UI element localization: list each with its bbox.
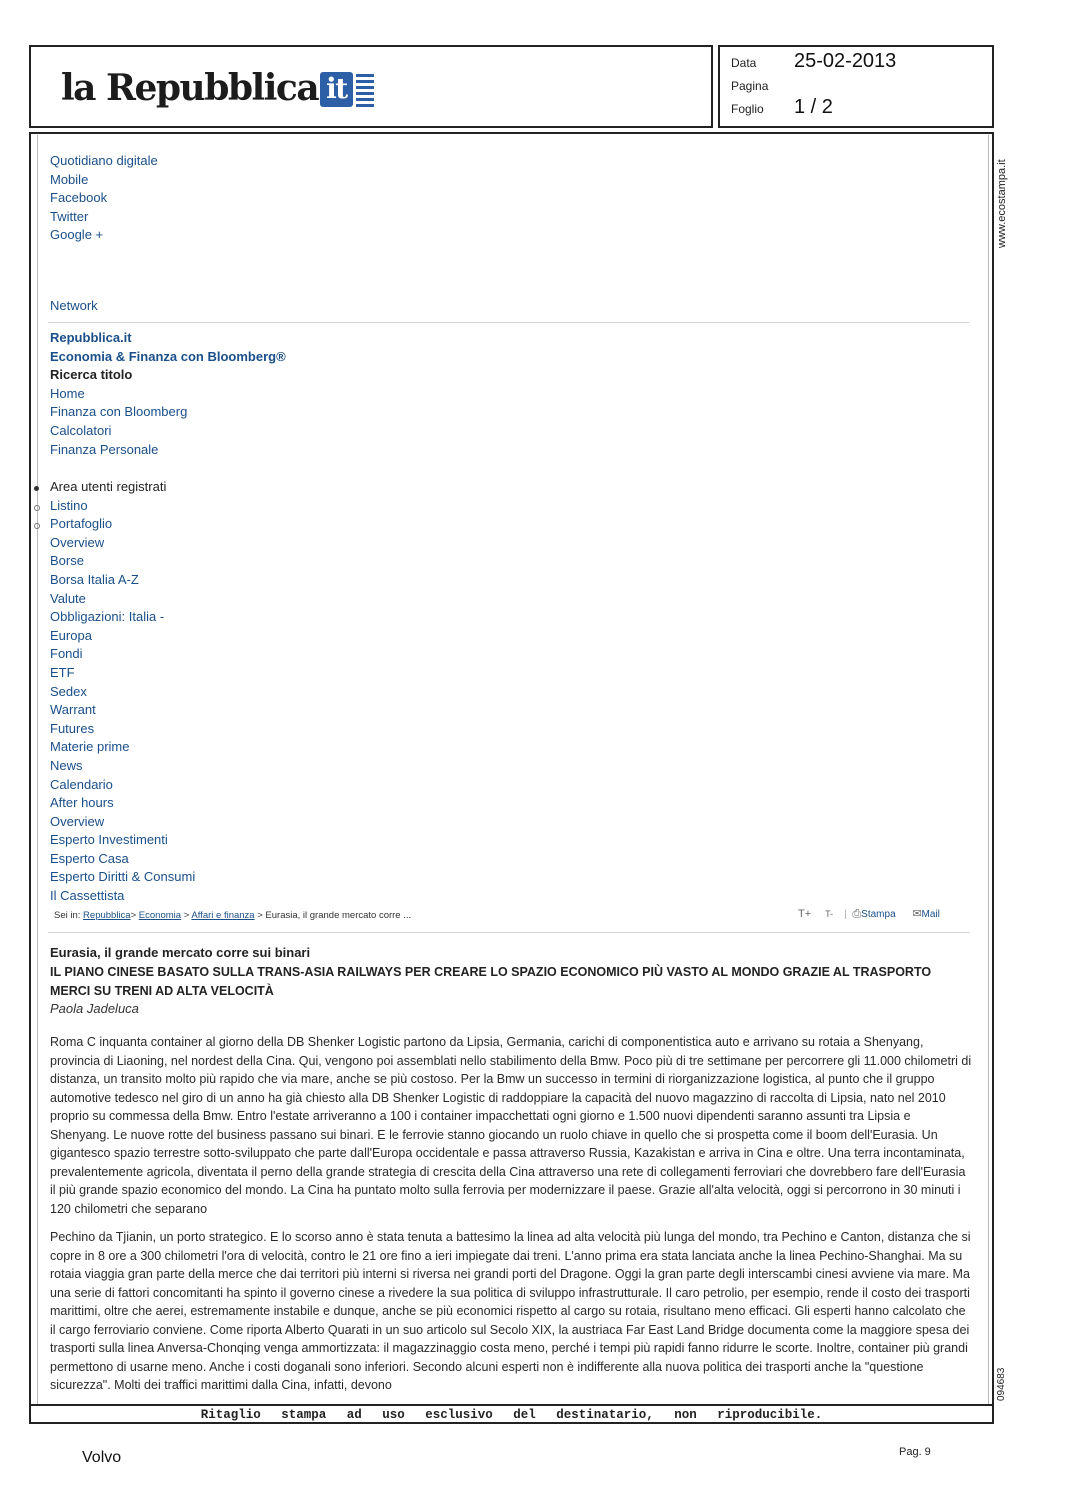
link-calcolatori[interactable]: Calcolatori (50, 422, 112, 438)
link-economia-finanza-bloomberg[interactable]: Economia & Finanza con Bloomberg® (50, 348, 286, 364)
printer-icon: ⎙ (852, 908, 862, 920)
page-number: Pag. 9 (899, 1446, 931, 1458)
breadcrumb-item[interactable]: Affari e finanza (191, 910, 255, 921)
market-link[interactable]: Fondi (50, 646, 83, 662)
market-link[interactable]: News (50, 757, 83, 773)
bullet-empty-icon (34, 505, 40, 511)
link-twitter[interactable]: Twitter (50, 208, 89, 224)
font-decrease-button[interactable]: T- (825, 909, 834, 919)
market-link[interactable]: Valute (50, 590, 86, 606)
masthead-box (29, 45, 713, 128)
market-nav (50, 478, 195, 906)
client-name: Volvo (82, 1449, 122, 1466)
font-increase-button[interactable]: T+ (798, 908, 812, 920)
foglio-value: 1 / 2 (794, 96, 833, 118)
print-button[interactable]: Stampa (861, 909, 896, 920)
bullet-filled-icon (34, 486, 39, 491)
link-finanza-personale[interactable]: Finanza Personale (50, 441, 159, 457)
search-title-label[interactable]: Ricerca titolo (50, 367, 133, 383)
pagina-label: Pagina (731, 79, 769, 93)
article-author: Paola Jadeluca (50, 1001, 139, 1016)
market-link[interactable]: Esperto Diritti & Consumi (50, 869, 196, 885)
market-link[interactable]: Il Cassettista (50, 888, 125, 904)
link-home[interactable]: Home (50, 385, 85, 401)
logo-stripes-icon (356, 74, 374, 108)
market-link[interactable]: Warrant (50, 702, 96, 718)
section-nav (50, 329, 286, 459)
link-repubblica-it[interactable]: Repubblica.it (50, 330, 132, 345)
market-link[interactable]: Listino (50, 497, 88, 513)
breadcrumb: Sei in: Repubblica> Economia > Affari e finanza > Eurasia, il grande mercato corre ... (54, 910, 412, 921)
market-link[interactable]: Calendario (50, 776, 113, 792)
market-link[interactable]: Overview (50, 534, 105, 550)
top-links (50, 152, 158, 245)
link-google-plus[interactable]: Google + (50, 227, 104, 243)
article-title: Eurasia, il grande mercato corre sui binari (50, 945, 311, 960)
breadcrumb-current: Eurasia, il grande mercato corre ... (265, 910, 412, 921)
article-tools: T+ T- | ⎙Stampa ✉Mail (798, 908, 940, 920)
article-subtitle: IL PIANO CINESE BASATO SULLA TRANS-ASIA RAILWAYS PER CREARE LO SPAZIO ECONOMICO PIÙ VASTO AL MONDO GRAZIE AL TRASPORTO MERCI SU TRENI AD ALTA VELOCITÀ (50, 965, 932, 998)
market-link[interactable]: Obbligazioni: Italia - (50, 609, 165, 625)
link-mobile[interactable]: Mobile (50, 171, 89, 187)
mail-icon: ✉ (912, 908, 922, 920)
breadcrumb-prefix: Sei in: (54, 910, 81, 921)
market-link[interactable]: ETF (50, 664, 75, 680)
link-facebook[interactable]: Facebook (50, 190, 108, 206)
market-link[interactable]: Esperto Investimenti (50, 832, 168, 848)
clipping-meta-box (718, 45, 994, 128)
bullet-empty-icon (34, 523, 40, 529)
market-link[interactable]: Materie prime (50, 739, 130, 755)
market-link[interactable]: Sedex (50, 683, 87, 699)
breadcrumb-item[interactable]: Repubblica (83, 910, 131, 921)
market-link[interactable]: Futures (50, 720, 95, 736)
mail-button[interactable]: Mail (921, 909, 940, 920)
market-link[interactable]: Esperto Casa (50, 850, 129, 866)
divider (48, 932, 970, 933)
foglio-label: Foglio (731, 102, 764, 116)
reproduction-notice: Ritaglio stampa ad uso esclusivo del destinatario, non riproducibile. (29, 1404, 994, 1424)
ecostampa-url: www.ecostampa.it (996, 159, 1008, 248)
market-link[interactable]: After hours (50, 795, 114, 811)
link-quotidiano-digitale[interactable]: Quotidiano digitale (50, 153, 158, 168)
link-finanza-bloomberg[interactable]: Finanza con Bloomberg (50, 404, 188, 420)
divider (48, 322, 970, 323)
network-menu[interactable]: Network (50, 298, 98, 313)
article-paragraph: Roma C inquanta container al giorno della DB Shenker Logistic partono da Lipsia, Germania, carichi di componentistica auto e arrivano su rotaia a Shenyang, provincia di Liaoning, nel nordest della Cina. Qui, vengono poi assemblati nello stabilimento della Bmw. Poco più di tre settimane per percorrere gli 11.000 chilometri di distanza, un transito molto più rapido che via mare, anche se più costoso. Per la Bmw un successo in termini di riorganizzazione logistica, al punto che il gruppo automotive tedesco nel giro di un anno ha già chiesto alla DB Shenker Logistic di raddoppiare la capacità del nuovo magazzino di raccolta di Lipsia, nato nel 2010 proprio su commessa della Bmw. Entro l'estate arriveranno a 100 i container impacchettati ogni giorno e 1.500 nuovi dipendenti saranno assunti tra Lipsia e Shenyang. Le nuove rotte del business passano sui binari. E le ferrovie stanno giocando un ruolo chiave in quello che si prospetta come il boom dell'Eurasia. Un gigantesco spazio terrestre sotto-sviluppato che parte dall'Europa occidentale e passa attraverso Russia, Kazakistan e arriva in Cina e oltre. Una terra incontaminata, prevalentemente agricola, diventata il perno della grande strategia di crescita della Cina attraverso una rete di collegamenti ferroviari che dovrebbero fare dell'Eurasia il più grande spazio economico del mondo. La Cina ha puntato molto sulla ferrovia per modernizzare il paese. Grazie all'alta velocità, oggi si percorrono in 30 minuti i 120 chilometri che separano (50, 1035, 972, 1216)
breadcrumb-item[interactable]: Economia (138, 910, 182, 921)
repubblica-logo: la Repubblica it (61, 67, 374, 109)
data-value: 25-02-2013 (794, 50, 897, 72)
market-link[interactable]: Borse (50, 553, 84, 569)
market-link[interactable]: Europa (50, 627, 92, 643)
clipping-code: 094683 (996, 1367, 1007, 1401)
market-link[interactable]: Borsa Italia A-Z (50, 571, 139, 587)
article-paragraph: Pechino da Tjianin, un porto strategico. E lo scorso anno è stata tenuta a battesimo la linea ad alta velocità più lunga del mondo, tra Pechino e Canton, distanza che si copre in 8 ore a 300 chilometri l'ora di velocità, contro le 21 ore fino a ieri impiegate dai treni. L'anno prima era stata lanciata anche la linea Pechino-Shanghai. Ma su rotaia viaggia gran parte della merce che dai territori più interni si riversa nei grandi porti del Dragone. Oggi la gran parte degli interscambi cinesi avviene via mare. Ma una serie di fattori concomitanti ha spinto il governo cinese a rivedere la sua politica di sviluppo infrastrutturale. Il caro petrolio, per esempio, rende il costo dei trasporti marittimi, oltre che aerei, estremamente instabile e dunque, anche se più economici rispetto al cargo su rotaia, risultano meno efficaci. Gli esperti hanno calcolato che il cargo ferroviario conviene. Come riporta Alberto Quarati in un suo articolo sul Secolo XIX, la austriaca Far East Land Bridge documenta come la maggiore spesa dei trasporti sulla linea Anversa-Chonqing venga ammortizzata: il magazzinaggio costa meno, perché i tempi più rapidi fanno ridurre le scorte. Inoltre, container più grandi permettono di usarne meno. Anche i costi doganali sono inferiori. Secondo alcuni esperti non è indifferente alla nuova politica dei trasporti anche la "questione sicurezza". Molti dei traffici marittimi dalla Cina, infatti, devono (50, 1230, 971, 1392)
market-link[interactable]: Overview (50, 813, 105, 829)
market-link[interactable]: Portafoglio (50, 516, 113, 532)
data-label: Data (731, 56, 757, 70)
area-utenti-registrati[interactable]: Area utenti registrati (50, 479, 167, 494)
